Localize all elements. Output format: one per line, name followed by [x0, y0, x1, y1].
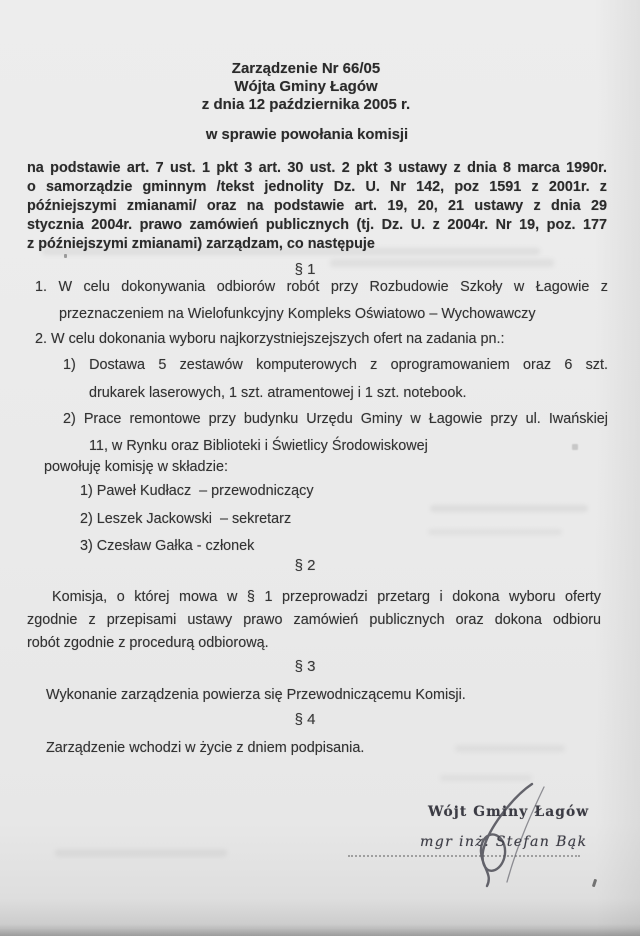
preamble-line: stycznia 2004r. prawo zamówień publicznych (tj. Dz. U. z 2004r. Nr 19, poz. 177 — [27, 217, 607, 233]
section-2-heading: § 2 — [294, 557, 316, 574]
section-4-body: Zarządzenie wchodzi w życie z dniem podpisania. — [46, 740, 365, 756]
signature-name: mgr inż. Stefan Bąk — [420, 834, 588, 850]
committee-member: 3) Czesław Gałka - członek — [80, 538, 255, 554]
s1-task-2-line-1: 2) Prace remontowe przy budynku Urzędu Gminy w Łagowie przy ul. Iwańskiej — [63, 411, 608, 427]
bleed-through-artifact — [430, 505, 588, 512]
preamble-line: z późniejszymi zmianami) zarządzam, co następuje — [27, 236, 375, 252]
bleed-through-artifact — [440, 775, 532, 781]
section-2-line: zgodnie z przepisami ustawy prawo zamówień publicznych oraz dokona odbioru — [27, 612, 601, 628]
preamble-line: na podstawie art. 7 ust. 1 pkt 3 art. 30 ust. 2 pkt 3 ustawy z dnia 8 marca 1990r. — [27, 160, 607, 176]
section-2-line: Komisja, o której mowa w § 1 przeprowadzi przetarg i dokona wyboru oferty — [52, 589, 601, 605]
s1-item-1-line-2: przeznaczeniem na Wielofunkcyjny Kompleks Oświatowo – Wychowawczy — [59, 306, 536, 322]
section-1-heading: § 1 — [294, 261, 316, 278]
s1-item-2: 2. W celu dokonania wyboru najkorzystniejszejszych ofert na zadania pn.: — [35, 331, 505, 347]
section-3-body: Wykonanie zarządzenia powierza się Przewodniczącemu Komisji. — [46, 687, 466, 703]
preamble-line: o samorządzie gminnym /tekst jednolity Dz. U. Nr 142, poz 1591 z 2001r. z — [27, 179, 607, 195]
section-4-heading: § 4 — [294, 711, 316, 728]
bleed-through-artifact — [55, 849, 227, 857]
section-3-heading: § 3 — [294, 658, 316, 675]
s1-appoint-line: powołuję komisję w składzie: — [44, 459, 228, 475]
committee-member: 2) Leszek Jackowski – sekretarz — [80, 511, 292, 527]
handwritten-signature — [448, 782, 560, 888]
issuer-line: Wójta Gminy Łagów — [234, 77, 378, 95]
s1-item-1-line-1: 1. W celu dokonywania odbiorów robót przy Rozbudowie Szkoły w Łagowie z — [35, 279, 608, 295]
scan-speck — [572, 444, 578, 450]
bleed-through-artifact — [455, 745, 565, 752]
scan-speck — [592, 879, 597, 888]
ordinance-number-line: Zarządzenie Nr 66/05 — [231, 60, 381, 77]
bleed-through-artifact — [428, 529, 562, 535]
committee-member: 1) Paweł Kudłacz – przewodniczący — [80, 483, 314, 499]
scan-speck — [64, 254, 67, 258]
subject-line: w sprawie powołania komisji — [205, 127, 409, 143]
s1-task-1-line-1: 1) Dostawa 5 zestawów komputerowych z oprogramowaniem oraz 6 szt. — [63, 357, 608, 373]
document-header — [0, 60, 612, 113]
section-2-line: robót zgodnie z procedurą odbiorową. — [27, 635, 269, 651]
s1-task-1-line-2: drukarek laserowych, 1 szt. atramentowej i 1 szt. notebook. — [89, 385, 467, 401]
preamble-line: późniejszymi zmianami/ oraz na podstawie art. 19, 20, 21 ustawy z dnia 29 — [27, 198, 607, 214]
date-line: z dnia 12 października 2005 r. — [201, 95, 411, 113]
s1-task-2-line-2: 11, w Rynku oraz Biblioteki i Świetlicy Środowiskowej — [89, 438, 428, 454]
signature-office-title: Wójt Gminy Łagów — [428, 804, 590, 820]
